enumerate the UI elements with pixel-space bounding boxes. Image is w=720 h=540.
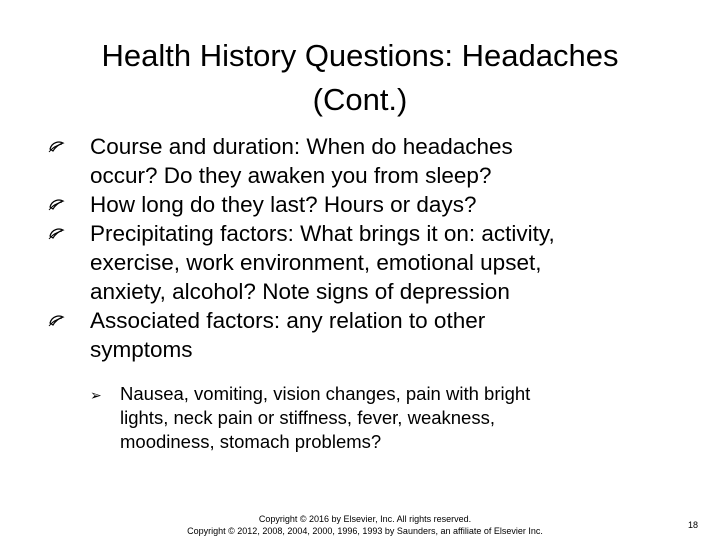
sub-bullet-symptoms: ➢ Nausea, vomiting, vision changes, pain with bright lights, neck pain or stiffness, fever, weakness, moodiness, stomach problems? — [90, 383, 531, 452]
leaf-bullet-icon — [46, 132, 66, 161]
bullet-list — [46, 132, 686, 364]
leaf-bullet-icon — [46, 190, 66, 219]
arrowhead-icon: ➢ — [90, 388, 102, 404]
bullet-precipitating-factors: Precipitating factors: What brings it on: activity, exercise, work environment, emotional upset, anxiety, alcohol? Note signs of depression — [46, 219, 686, 306]
copyright-line-2: Copyright © 2012, 2008, 2004, 2000, 1996, 1993 by Saunders, an affiliate of Elsevier Inc. — [187, 526, 543, 536]
slide-title-line-1: Health History Questions: Headaches — [101, 38, 619, 73]
bullet-course-duration: Course and duration: When do headaches occur? Do they awaken you from sleep? — [46, 132, 686, 190]
bullet-associated-factors: Associated factors: any relation to other symptoms — [46, 306, 686, 364]
slide-title-line-2: (Cont.) — [312, 82, 408, 117]
bullet-how-long: How long do they last? Hours or days? — [46, 190, 686, 219]
leaf-bullet-icon — [46, 306, 66, 335]
copyright-line-1: Copyright © 2016 by Elsevier, Inc. All rights reserved. — [258, 514, 472, 524]
copyright-footer — [160, 513, 570, 537]
slide-title — [40, 34, 680, 122]
sub-bullet-list — [90, 382, 650, 454]
leaf-bullet-icon — [46, 219, 66, 248]
page-number: 18 — [688, 520, 699, 530]
